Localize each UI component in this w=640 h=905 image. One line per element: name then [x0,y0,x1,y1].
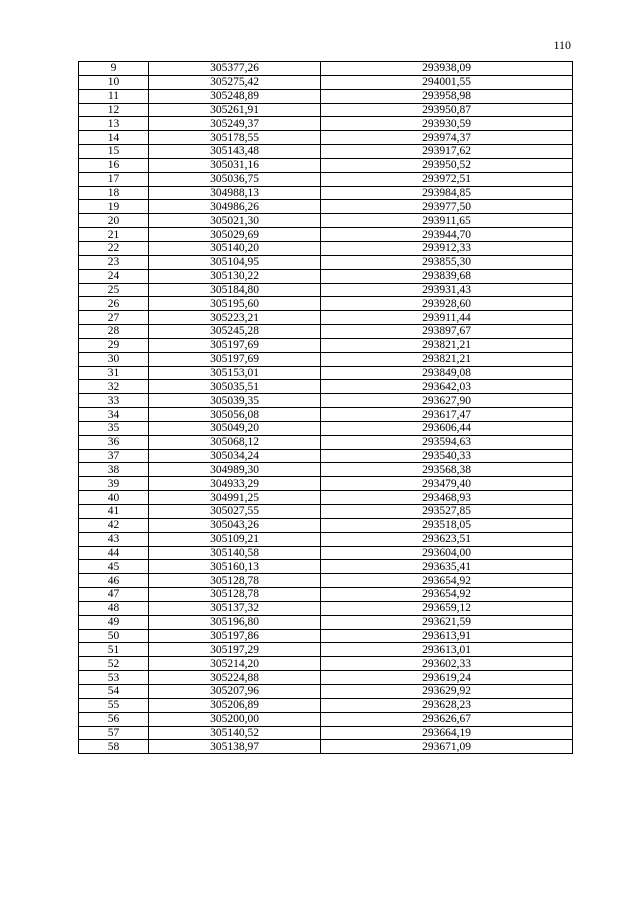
table-row [79,62,573,76]
x-coordinate-cell: 305130,22 [149,269,321,283]
y-coordinate-cell: 293855,30 [321,255,573,269]
point-number-cell: 17 [79,172,149,186]
table-row [79,394,573,408]
x-coordinate-cell: 305214,20 [149,657,321,671]
table-row [79,283,573,297]
table-row [79,380,573,394]
point-number-cell: 48 [79,601,149,615]
x-coordinate-cell: 305128,78 [149,574,321,588]
table-row [79,532,573,546]
point-number-cell: 27 [79,311,149,325]
x-coordinate-cell: 305029,69 [149,228,321,242]
table-row [79,518,573,532]
point-number-cell: 16 [79,158,149,172]
y-coordinate-cell: 293628,23 [321,698,573,712]
y-coordinate-cell: 293527,85 [321,505,573,519]
point-number-cell: 37 [79,449,149,463]
table-row [79,103,573,117]
y-coordinate-cell: 293897,67 [321,325,573,339]
y-coordinate-cell: 293958,98 [321,89,573,103]
y-coordinate-cell: 293654,92 [321,574,573,588]
y-coordinate-cell: 293912,33 [321,241,573,255]
point-number-cell: 21 [79,228,149,242]
x-coordinate-cell: 305223,21 [149,311,321,325]
table-row [79,629,573,643]
y-coordinate-cell: 293606,44 [321,421,573,435]
x-coordinate-cell: 304933,29 [149,477,321,491]
x-coordinate-cell: 305245,28 [149,325,321,339]
x-coordinate-cell: 304986,26 [149,200,321,214]
y-coordinate-cell: 293849,08 [321,366,573,380]
point-number-cell: 52 [79,657,149,671]
y-coordinate-cell: 293629,92 [321,684,573,698]
x-coordinate-cell: 305031,16 [149,158,321,172]
x-coordinate-cell: 305039,35 [149,394,321,408]
y-coordinate-cell: 293930,59 [321,117,573,131]
table-row [79,574,573,588]
point-number-cell: 56 [79,712,149,726]
point-number-cell: 14 [79,131,149,145]
y-coordinate-cell: 293654,92 [321,588,573,602]
table-row [79,75,573,89]
point-number-cell: 32 [79,380,149,394]
point-number-cell: 36 [79,435,149,449]
y-coordinate-cell: 293950,87 [321,103,573,117]
table-row [79,505,573,519]
point-number-cell: 11 [79,89,149,103]
point-number-cell: 42 [79,518,149,532]
x-coordinate-cell: 305140,20 [149,241,321,255]
table-row [79,186,573,200]
y-coordinate-cell: 293950,52 [321,158,573,172]
x-coordinate-cell: 305178,55 [149,131,321,145]
y-coordinate-cell: 293821,21 [321,338,573,352]
y-coordinate-cell: 293518,05 [321,518,573,532]
table-row [79,325,573,339]
y-coordinate-cell: 294001,55 [321,75,573,89]
point-number-cell: 38 [79,463,149,477]
point-number-cell: 41 [79,505,149,519]
y-coordinate-cell: 293479,40 [321,477,573,491]
coordinates-table [78,61,573,754]
point-number-cell: 54 [79,684,149,698]
point-number-cell: 15 [79,145,149,159]
table-row [79,311,573,325]
point-number-cell: 35 [79,421,149,435]
point-number-cell: 13 [79,117,149,131]
table-row [79,491,573,505]
y-coordinate-cell: 293602,33 [321,657,573,671]
x-coordinate-cell: 305140,52 [149,726,321,740]
table-row [79,477,573,491]
page-number: 110 [553,38,571,52]
y-coordinate-cell: 293911,44 [321,311,573,325]
x-coordinate-cell: 305021,30 [149,214,321,228]
x-coordinate-cell: 305197,69 [149,352,321,366]
point-number-cell: 25 [79,283,149,297]
table-row [79,615,573,629]
x-coordinate-cell: 305153,01 [149,366,321,380]
point-number-cell: 10 [79,75,149,89]
x-coordinate-cell: 305049,20 [149,421,321,435]
point-number-cell: 39 [79,477,149,491]
y-coordinate-cell: 293917,62 [321,145,573,159]
point-number-cell: 53 [79,671,149,685]
x-coordinate-cell: 305196,80 [149,615,321,629]
y-coordinate-cell: 293659,12 [321,601,573,615]
table-row [79,463,573,477]
x-coordinate-cell: 304989,30 [149,463,321,477]
table-row [79,366,573,380]
table-row [79,546,573,560]
y-coordinate-cell: 293984,85 [321,186,573,200]
table-row [79,145,573,159]
y-coordinate-cell: 293821,21 [321,352,573,366]
x-coordinate-cell: 305197,29 [149,643,321,657]
y-coordinate-cell: 293617,47 [321,408,573,422]
table-row [79,200,573,214]
y-coordinate-cell: 293671,09 [321,740,573,754]
point-number-cell: 43 [79,532,149,546]
y-coordinate-cell: 293944,70 [321,228,573,242]
table-row [79,352,573,366]
point-number-cell: 44 [79,546,149,560]
y-coordinate-cell: 293613,01 [321,643,573,657]
x-coordinate-cell: 305377,26 [149,62,321,76]
point-number-cell: 20 [79,214,149,228]
x-coordinate-cell: 305160,13 [149,560,321,574]
x-coordinate-cell: 305197,86 [149,629,321,643]
table-row [79,449,573,463]
point-number-cell: 34 [79,408,149,422]
point-number-cell: 23 [79,255,149,269]
y-coordinate-cell: 293627,90 [321,394,573,408]
y-coordinate-cell: 293839,68 [321,269,573,283]
x-coordinate-cell: 304991,25 [149,491,321,505]
table-row [79,255,573,269]
y-coordinate-cell: 293594,63 [321,435,573,449]
point-number-cell: 57 [79,726,149,740]
y-coordinate-cell: 293468,93 [321,491,573,505]
x-coordinate-cell: 305034,24 [149,449,321,463]
x-coordinate-cell: 305035,51 [149,380,321,394]
x-coordinate-cell: 305140,58 [149,546,321,560]
y-coordinate-cell: 293928,60 [321,297,573,311]
y-coordinate-cell: 293626,67 [321,712,573,726]
point-number-cell: 50 [79,629,149,643]
x-coordinate-cell: 305261,91 [149,103,321,117]
table-row [79,657,573,671]
point-number-cell: 46 [79,574,149,588]
x-coordinate-cell: 305248,89 [149,89,321,103]
point-number-cell: 33 [79,394,149,408]
x-coordinate-cell: 305036,75 [149,172,321,186]
x-coordinate-cell: 305249,37 [149,117,321,131]
point-number-cell: 40 [79,491,149,505]
x-coordinate-cell: 305138,97 [149,740,321,754]
y-coordinate-cell: 293642,03 [321,380,573,394]
x-coordinate-cell: 305056,08 [149,408,321,422]
point-number-cell: 19 [79,200,149,214]
x-coordinate-cell: 305184,80 [149,283,321,297]
point-number-cell: 9 [79,62,149,76]
y-coordinate-cell: 293977,50 [321,200,573,214]
table-row [79,338,573,352]
table-row [79,671,573,685]
table-row [79,117,573,131]
y-coordinate-cell: 293619,24 [321,671,573,685]
point-number-cell: 30 [79,352,149,366]
table-row [79,726,573,740]
y-coordinate-cell: 293938,09 [321,62,573,76]
x-coordinate-cell: 305143,48 [149,145,321,159]
x-coordinate-cell: 305197,69 [149,338,321,352]
x-coordinate-cell: 305043,26 [149,518,321,532]
x-coordinate-cell: 304988,13 [149,186,321,200]
point-number-cell: 29 [79,338,149,352]
point-number-cell: 45 [79,560,149,574]
table-row [79,172,573,186]
y-coordinate-cell: 293972,51 [321,172,573,186]
table-row [79,158,573,172]
y-coordinate-cell: 293568,38 [321,463,573,477]
table-row [79,712,573,726]
x-coordinate-cell: 305195,60 [149,297,321,311]
x-coordinate-cell: 305104,95 [149,255,321,269]
table-row [79,89,573,103]
point-number-cell: 26 [79,297,149,311]
point-number-cell: 58 [79,740,149,754]
x-coordinate-cell: 305109,21 [149,532,321,546]
x-coordinate-cell: 305275,42 [149,75,321,89]
table-row [79,740,573,754]
point-number-cell: 22 [79,241,149,255]
x-coordinate-cell: 305068,12 [149,435,321,449]
point-number-cell: 24 [79,269,149,283]
y-coordinate-cell: 293931,43 [321,283,573,297]
point-number-cell: 55 [79,698,149,712]
table-row [79,297,573,311]
y-coordinate-cell: 293974,37 [321,131,573,145]
point-number-cell: 12 [79,103,149,117]
y-coordinate-cell: 293911,65 [321,214,573,228]
point-number-cell: 49 [79,615,149,629]
x-coordinate-cell: 305128,78 [149,588,321,602]
x-coordinate-cell: 305200,00 [149,712,321,726]
table-row [79,435,573,449]
x-coordinate-cell: 305207,96 [149,684,321,698]
point-number-cell: 31 [79,366,149,380]
x-coordinate-cell: 305137,32 [149,601,321,615]
y-coordinate-cell: 293621,59 [321,615,573,629]
table-row [79,588,573,602]
table-row [79,698,573,712]
table-row [79,241,573,255]
x-coordinate-cell: 305224,88 [149,671,321,685]
point-number-cell: 18 [79,186,149,200]
y-coordinate-cell: 293623,51 [321,532,573,546]
point-number-cell: 28 [79,325,149,339]
table-row [79,131,573,145]
point-number-cell: 51 [79,643,149,657]
table-row [79,214,573,228]
y-coordinate-cell: 293613,91 [321,629,573,643]
x-coordinate-cell: 305206,89 [149,698,321,712]
table-row [79,560,573,574]
y-coordinate-cell: 293540,33 [321,449,573,463]
table-row [79,643,573,657]
x-coordinate-cell: 305027,55 [149,505,321,519]
point-number-cell: 47 [79,588,149,602]
table-row [79,421,573,435]
y-coordinate-cell: 293604,00 [321,546,573,560]
table-row [79,269,573,283]
table-row [79,684,573,698]
table-row [79,408,573,422]
y-coordinate-cell: 293664,19 [321,726,573,740]
table-row [79,601,573,615]
y-coordinate-cell: 293635,41 [321,560,573,574]
coordinates-table-body [79,62,573,754]
table-row [79,228,573,242]
